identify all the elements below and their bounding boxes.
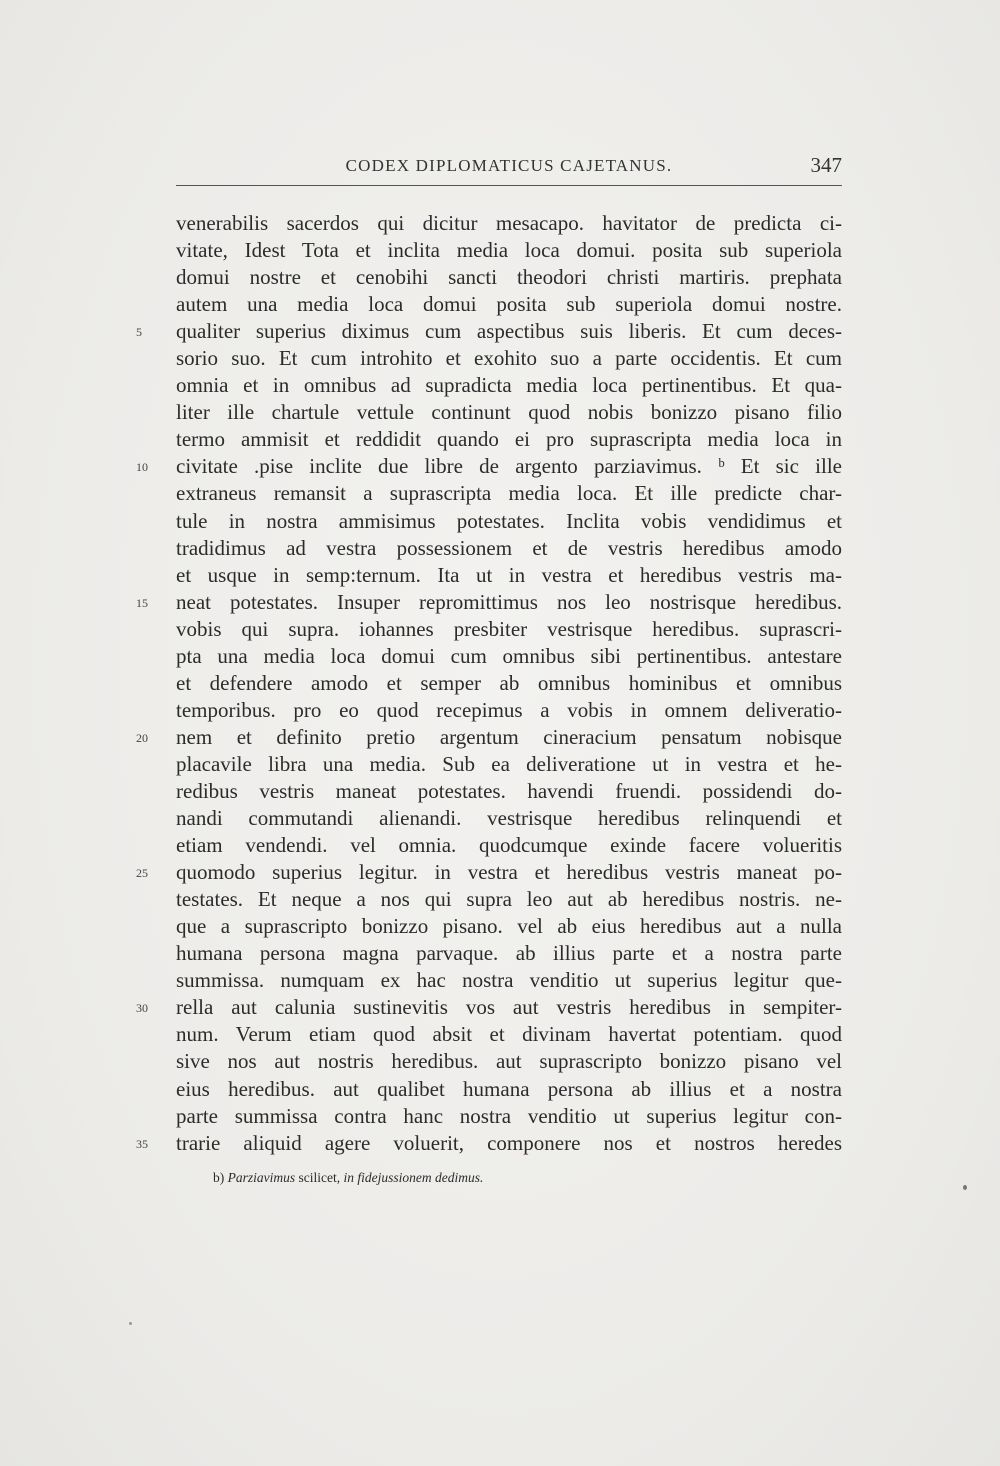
- text-line: [136, 453, 842, 480]
- text-line: [176, 210, 842, 237]
- ink-speck: [963, 1185, 967, 1190]
- text-line: [176, 697, 842, 724]
- line-text: redibus vestris maneat potestates. havendi fruendi. possidendi do-: [176, 778, 842, 803]
- text-line: [176, 643, 842, 670]
- line-number: 5: [136, 325, 142, 340]
- line-number: 30: [136, 1001, 148, 1016]
- line-text: rella aut calunia sustinevitis vos aut vestris heredibus in sempiter-: [176, 995, 842, 1020]
- line-text: sorio suo. Et cum introhito et exohito suo a parte occidentis. Et cum: [176, 346, 842, 371]
- text-line: [176, 670, 842, 697]
- line-text: etiam vendendi. vel omnia. quodcumque exinde facere volueritis: [176, 833, 842, 858]
- text-line: [176, 399, 842, 426]
- text-line: [176, 535, 842, 562]
- text-line: [176, 1021, 842, 1048]
- line-text: et usque in semp:ternum. Ita ut in vestra et heredibus vestris ma-: [176, 562, 842, 587]
- text-line: [176, 372, 842, 399]
- text-line: [176, 264, 842, 291]
- footnote: [213, 1170, 773, 1186]
- line-text: num. Verum etiam quod absit et divinam havertat potentiam. quod: [176, 1022, 842, 1047]
- line-text: trarie aliquid agere voluerit, componere nos et nostros heredes: [176, 1130, 842, 1155]
- text-line: [176, 967, 842, 994]
- text-line: [176, 345, 842, 372]
- line-text: vitate, Idest Tota et inclita media loca domui. posita sub superiola: [176, 238, 842, 263]
- text-line: [176, 832, 842, 859]
- text-line: [176, 562, 842, 589]
- page-number: 347: [810, 153, 842, 177]
- line-text: sive nos aut nostris heredibus. aut suprascripto bonizzo pisano vel: [176, 1049, 842, 1074]
- line-text: quomodo superius legitur. in vestra et heredibus vestris maneat po-: [176, 860, 842, 885]
- line-text: domui nostre et cenobihi sancti theodori christi martiris. prephata: [176, 265, 842, 290]
- line-text: summissa. numquam ex hac nostra venditio ut superius legitur que-: [176, 968, 842, 993]
- line-text: venerabilis sacerdos qui dicitur mesacapo. havitator de predicta ci-: [176, 211, 842, 235]
- text-line: [176, 886, 842, 913]
- text-line: [176, 426, 842, 453]
- text-line: [176, 778, 842, 805]
- text-line: [136, 589, 842, 616]
- text-line: [176, 805, 842, 832]
- line-text: omnia et in omnibus ad supradicta media loca pertinentibus. Et qua-: [176, 373, 842, 398]
- line-text: et defendere amodo et semper ab omnibus hominibus et omnibus: [176, 670, 842, 695]
- line-text: neat potestates. Insuper repromittimus nos leo nostrisque heredibus.: [176, 589, 842, 614]
- line-text: nandi commutandi alienandi. vestrisque heredibus relinquendi et: [176, 806, 842, 831]
- text-line: [136, 724, 842, 751]
- footnote-term: Parziavimus: [227, 1170, 296, 1185]
- line-text: tule in nostra ammisimus potestates. Inclita vobis vendidimus et: [176, 508, 842, 533]
- ink-speck: [129, 1322, 132, 1325]
- line-number: 10: [136, 460, 148, 475]
- line-text: pta una media loca domui cum omnibus sibi pertinentibus. antestare: [176, 643, 842, 668]
- text-line: [176, 480, 842, 507]
- running-title: CODEX DIPLOMATICUS CAJETANUS.: [345, 156, 673, 175]
- line-text: qualiter superius diximus cum aspectibus suis liberis. Et cum deces-: [176, 319, 842, 344]
- line-text: eius heredibus. aut qualibet humana persona ab illius et a nostra: [176, 1076, 842, 1101]
- line-number: 25: [136, 866, 148, 881]
- line-text: humana persona magna parvaque. ab illius parte et a nostra parte: [176, 941, 842, 966]
- line-text: extraneus remansit a suprascripta media loca. Et ille predicte char-: [176, 481, 842, 506]
- line-text: tradidimus ad vestra possessionem et de vestris heredibus amodo: [176, 535, 842, 560]
- line-text: liter ille chartule vettule continunt quod nobis bonizzo pisano filio: [176, 400, 842, 425]
- text-line: [136, 318, 842, 345]
- line-text: temporibus. pro eo quod recepimus a vobis in omnem deliveratio-: [176, 697, 842, 722]
- text-line: [176, 616, 842, 643]
- line-text: autem una media loca domui posita sub superiola domui nostre.: [176, 292, 842, 317]
- line-text: nem et definito pretio argentum cineracium pensatum nobisque: [176, 724, 842, 749]
- footnote-marker: b): [213, 1170, 225, 1185]
- text-line: [176, 237, 842, 264]
- text-line: [176, 940, 842, 967]
- text-line: [176, 1076, 842, 1103]
- line-number: 15: [136, 595, 148, 610]
- line-number: 35: [136, 1136, 148, 1151]
- text-line: [176, 291, 842, 318]
- body-text: [136, 210, 842, 1157]
- line-text: termo ammisit et reddidit quando ei pro suprascripta media loca in: [176, 427, 842, 452]
- line-text: parte summissa contra hanc nostra venditio ut superius legitur con-: [176, 1103, 842, 1128]
- header-rule: [176, 185, 842, 186]
- text-line: [176, 913, 842, 940]
- running-head: [176, 150, 842, 184]
- text-line: [176, 1048, 842, 1075]
- line-text: que a suprascripto bonizzo pisano. vel ab eius heredibus aut a nulla: [176, 914, 842, 939]
- line-text: placavile libra una media. Sub ea deliveratione ut in vestra et he-: [176, 751, 842, 776]
- line-text: civitate .pise inclite due libre de argento parziavimus. ᵇ Et sic ille: [176, 454, 842, 479]
- text-line: [176, 508, 842, 535]
- text-line: [136, 1130, 842, 1157]
- line-text: vobis qui supra. iohannes presbiter vestrisque heredibus. suprascri-: [176, 616, 842, 641]
- line-text: testates. Et neque a nos qui supra leo aut ab heredibus nostris. ne-: [176, 887, 842, 912]
- text-line: [136, 859, 842, 886]
- text-line: [176, 1103, 842, 1130]
- line-number: 20: [136, 730, 148, 745]
- text-line: [136, 994, 842, 1021]
- footnote-connector: scilicet,: [298, 1170, 341, 1185]
- text-line: [176, 751, 842, 778]
- footnote-gloss: in fidejussionem dedimus.: [343, 1170, 484, 1185]
